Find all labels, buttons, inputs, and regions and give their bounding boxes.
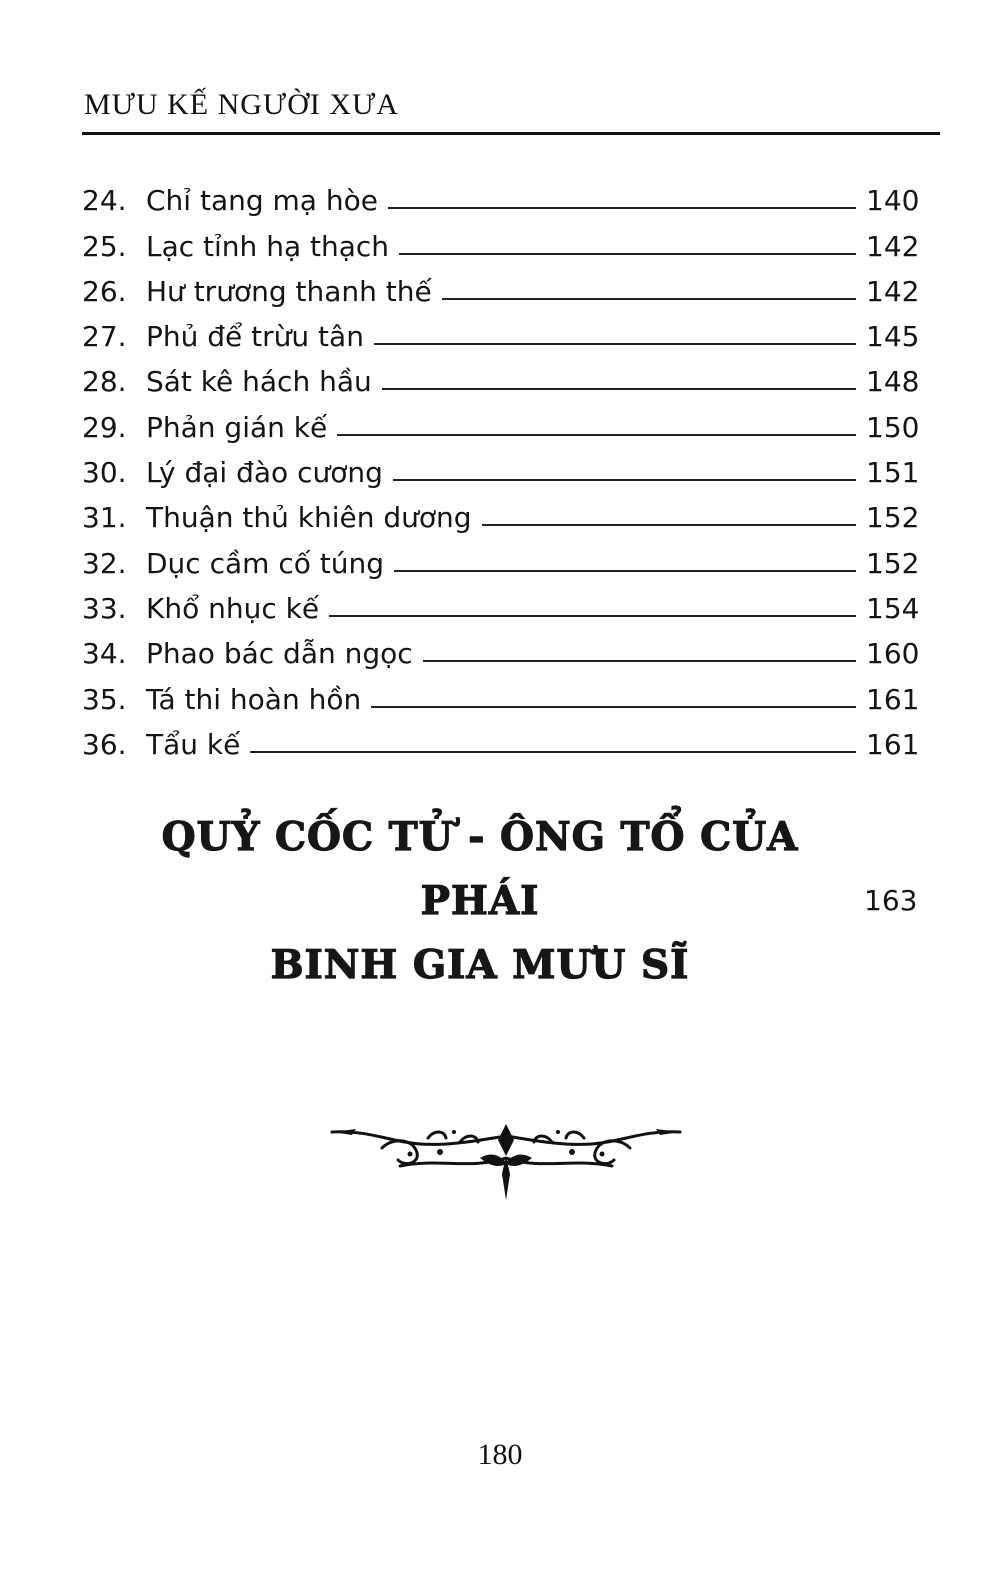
toc-entry-title: Phủ để trừu tân bbox=[146, 320, 364, 354]
section-page-number: 163 bbox=[864, 884, 918, 917]
toc-entry[interactable] bbox=[82, 534, 920, 580]
toc-entry-title: Tá thi hoàn hồn bbox=[146, 682, 362, 716]
toc-entry[interactable] bbox=[82, 625, 920, 671]
toc-leader-line bbox=[337, 434, 856, 436]
toc-entry[interactable] bbox=[82, 398, 920, 444]
toc-entry[interactable] bbox=[82, 716, 920, 761]
toc-leader-line bbox=[399, 253, 856, 255]
toc-entry-title: Lạc tỉnh hạ thạch bbox=[146, 229, 390, 263]
toc-entry-page: 142 bbox=[866, 229, 920, 263]
toc-entry-page: 150 bbox=[866, 410, 920, 444]
toc-entry-title: Sát kê hách hầu bbox=[146, 365, 372, 399]
toc-entry-page: 152 bbox=[866, 546, 920, 580]
toc-entry[interactable] bbox=[82, 308, 920, 354]
toc-leader-line bbox=[250, 751, 856, 753]
toc-entry-number: 32. bbox=[82, 546, 127, 580]
toc-entry[interactable] bbox=[82, 263, 920, 308]
toc-leader-line bbox=[374, 343, 856, 345]
toc-entry-number: 26. bbox=[82, 274, 127, 308]
toc-entry-number: 30. bbox=[82, 456, 127, 490]
toc-entry-page: 148 bbox=[866, 365, 920, 399]
toc-entry-number: 35. bbox=[82, 682, 127, 716]
toc-entry-page: 161 bbox=[866, 682, 920, 716]
toc-entry-number: 36. bbox=[82, 727, 127, 761]
toc-leader-line bbox=[482, 524, 856, 526]
toc-entry-title: Tẩu kế bbox=[146, 727, 241, 761]
toc-leader-line bbox=[371, 706, 856, 708]
toc-entry-page: 145 bbox=[866, 320, 920, 354]
toc-entry-number: 25. bbox=[82, 229, 127, 263]
toc-entry-title: Lý đại đào cương bbox=[146, 456, 383, 490]
page-number: 180 bbox=[477, 1438, 523, 1471]
toc-entry-page: 142 bbox=[866, 274, 920, 308]
toc-leader-line bbox=[394, 570, 856, 572]
toc-entry-number: 24. bbox=[82, 184, 127, 218]
toc-entry-title: Phản gián kế bbox=[146, 410, 328, 444]
toc-entry[interactable] bbox=[82, 670, 920, 716]
toc-entry[interactable] bbox=[82, 444, 920, 490]
toc-entry-page: 152 bbox=[866, 501, 920, 535]
toc-entry[interactable] bbox=[82, 172, 920, 218]
toc-entry-page: 161 bbox=[866, 727, 920, 761]
toc-entry-number: 29. bbox=[82, 410, 127, 444]
toc-entry[interactable] bbox=[82, 580, 920, 625]
toc-entry-page: 140 bbox=[866, 184, 920, 218]
toc-entry-title: Phao bác dẫn ngọc bbox=[146, 637, 413, 671]
running-head-title: MƯU KẾ NGƯỜI XƯA bbox=[84, 88, 399, 121]
toc-entry[interactable] bbox=[82, 353, 920, 399]
toc-entry-title: Dục cầm cố túng bbox=[146, 546, 384, 580]
toc-leader-line bbox=[442, 298, 856, 300]
toc-leader-line bbox=[382, 388, 856, 390]
toc-leader-line bbox=[388, 207, 856, 209]
table-of-contents bbox=[82, 172, 920, 761]
toc-leader-line bbox=[423, 660, 856, 662]
toc-entry-title: Chỉ tang mạ hòe bbox=[146, 184, 378, 218]
toc-leader-line bbox=[329, 615, 856, 617]
section-heading-line1: QUỶ CỐC TỬ - ÔNG TỔ CỦA PHÁI bbox=[161, 814, 799, 924]
flourish-ornament-icon bbox=[330, 1118, 682, 1202]
toc-entry-number: 31. bbox=[82, 501, 127, 535]
toc-entry-number: 28. bbox=[82, 365, 127, 399]
toc-entry-number: 33. bbox=[82, 591, 127, 625]
header-rule bbox=[82, 132, 940, 135]
toc-entry-page: 154 bbox=[866, 591, 920, 625]
toc-entry[interactable] bbox=[82, 489, 920, 535]
toc-entry-page: 160 bbox=[866, 637, 920, 671]
toc-entry[interactable] bbox=[82, 217, 920, 263]
toc-entry-title: Khổ nhục kế bbox=[146, 591, 320, 625]
section-heading-line2: BINH GIA MƯU SĨ bbox=[270, 942, 690, 988]
toc-entry-page: 151 bbox=[866, 456, 920, 490]
toc-leader-line bbox=[393, 479, 856, 481]
toc-entry-title: Thuận thủ khiên dương bbox=[146, 501, 472, 535]
section-heading[interactable] bbox=[100, 805, 860, 997]
toc-entry-title: Hư trương thanh thế bbox=[146, 274, 432, 308]
toc-entry-number: 27. bbox=[82, 320, 127, 354]
toc-entry-number: 34. bbox=[82, 637, 127, 671]
